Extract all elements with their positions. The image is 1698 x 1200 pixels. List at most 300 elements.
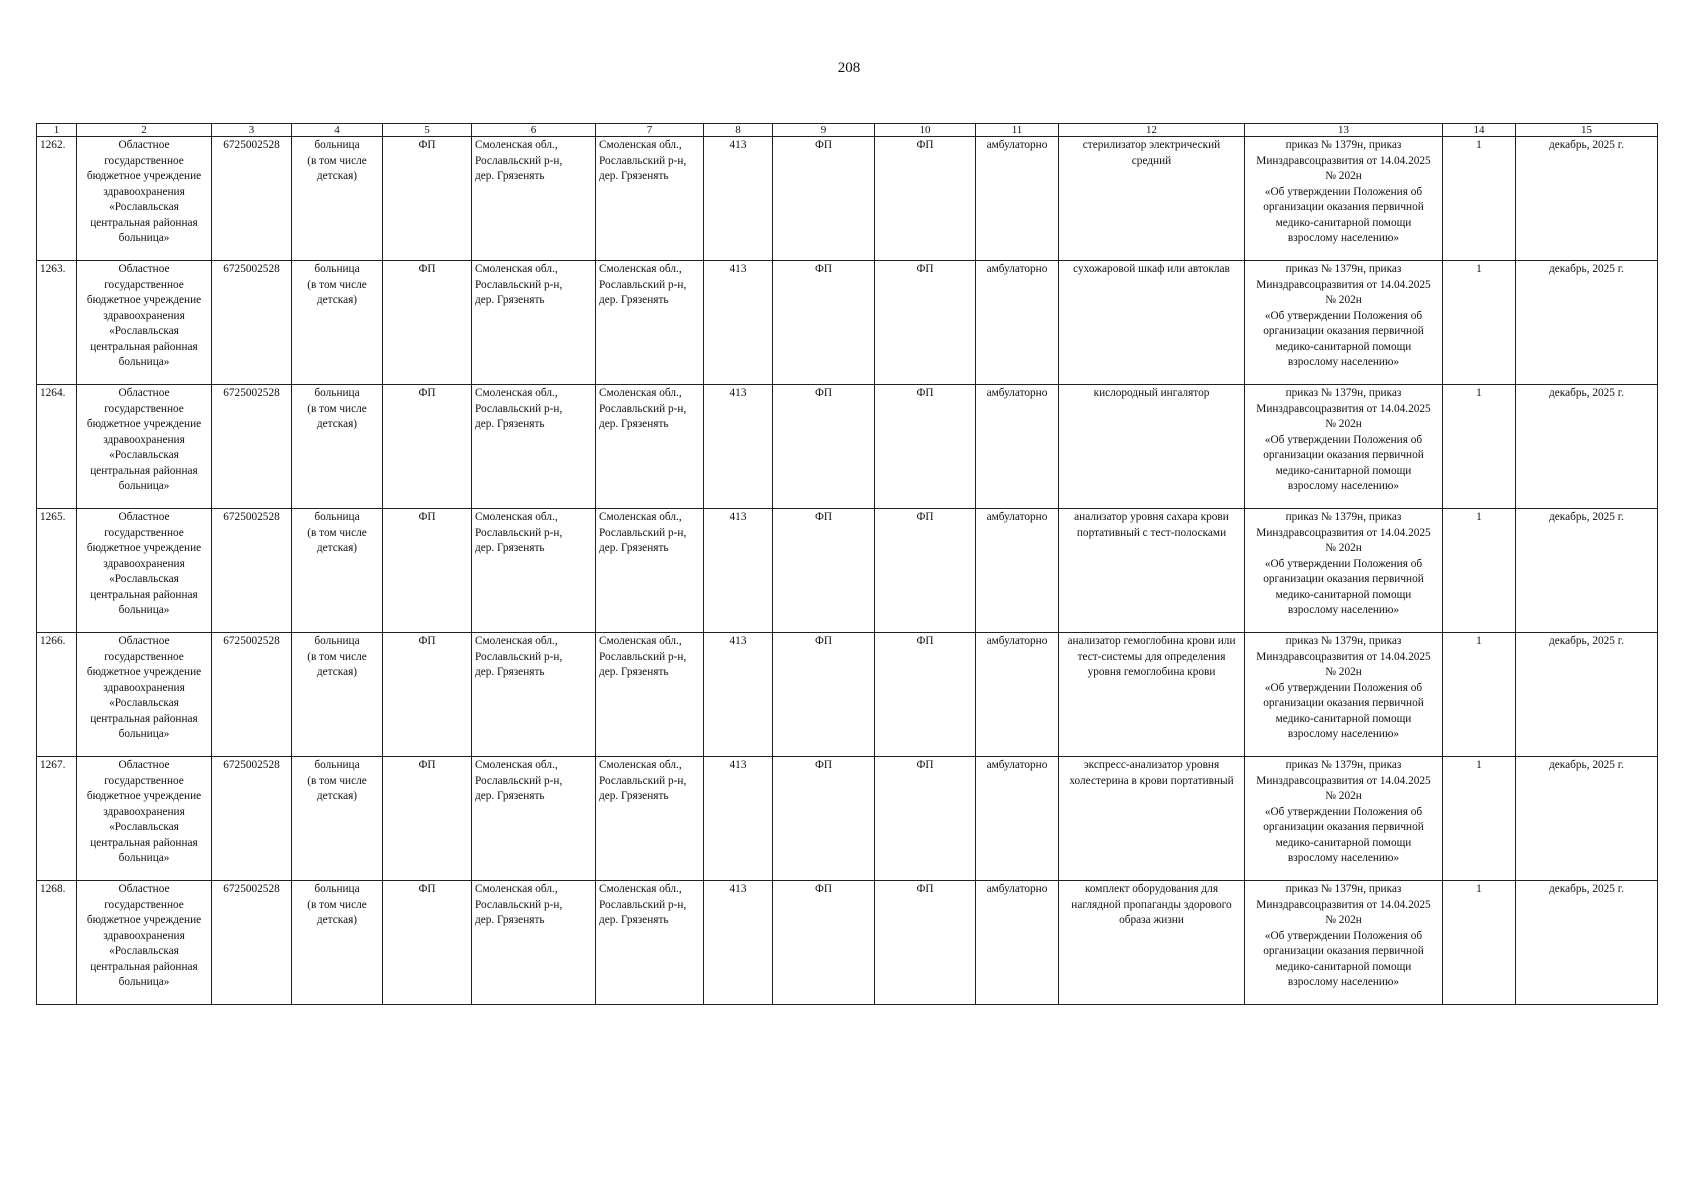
inn-cell: 6725002528: [212, 385, 292, 509]
cell-line: бюджетное учреждение: [86, 294, 202, 306]
care-mode-cell: амбулаторно: [976, 881, 1059, 1005]
column-number: 14: [1443, 124, 1516, 137]
subdivision-cell: ФП: [773, 261, 875, 385]
address-cell: [472, 633, 596, 757]
subdivision-cell: ФП: [773, 633, 875, 757]
cell-line: «Об утверждении Положения об: [1264, 185, 1423, 198]
cell-line: больница: [314, 139, 360, 151]
cell-line: (в том числе: [307, 278, 367, 291]
unit-cell: ФП: [383, 385, 472, 509]
cell-line: больница: [314, 263, 360, 275]
legal-basis-cell: [1245, 261, 1443, 385]
code-cell: 413: [704, 633, 773, 757]
equipment-cell: [1059, 757, 1245, 881]
code-cell: 413: [704, 881, 773, 1005]
legal-basis-cell: [1245, 385, 1443, 509]
address-cell: [472, 509, 596, 633]
column-number: 13: [1245, 124, 1443, 137]
unit-cell: ФП: [383, 261, 472, 385]
cell-line: анализатор уровня сахара крови: [1074, 511, 1229, 523]
cell-line: «Рославльская: [109, 573, 179, 585]
cell-line: центральная районная: [90, 216, 198, 229]
address-cell: [472, 261, 596, 385]
facility-type-cell: [292, 137, 383, 261]
subdivision-cell: ФП: [875, 509, 976, 633]
cell-line: бюджетное учреждение: [86, 666, 202, 678]
cell-line: № 202н: [1325, 914, 1362, 926]
cell-line: здравоохранения: [103, 681, 185, 694]
cell-line: «Рославльская: [109, 325, 179, 337]
table-row: [37, 385, 1658, 509]
cell-line: Рославльский р-н,: [599, 278, 687, 291]
cell-line: центральная районная: [90, 588, 198, 601]
cell-line: Областное: [118, 263, 170, 275]
cell-line: приказ № 1379н, приказ: [1285, 759, 1402, 771]
cell-line: здравоохранения: [103, 309, 185, 322]
address-cell: [596, 881, 704, 1005]
unit-cell: ФП: [383, 509, 472, 633]
address-cell: [472, 137, 596, 261]
cell-line: медико-санитарной помощи: [1275, 340, 1412, 353]
cell-line: больница: [314, 759, 360, 771]
cell-line: дер. Грязенять: [475, 914, 545, 926]
cell-line: Смоленская обл.,: [475, 263, 558, 275]
cell-line: центральная районная: [90, 464, 198, 477]
cell-line: бюджетное учреждение: [86, 790, 202, 802]
cell-line: № 202н: [1325, 666, 1362, 678]
column-number: 7: [596, 124, 704, 137]
page-number: 208: [837, 60, 861, 76]
cell-line: «Об утверждении Положения об: [1264, 557, 1423, 570]
subdivision-cell: ФП: [875, 633, 976, 757]
cell-line: приказ № 1379н, приказ: [1285, 263, 1402, 275]
cell-line: бюджетное учреждение: [86, 170, 202, 182]
cell-line: Смоленская обл.,: [599, 139, 682, 151]
address-cell: [596, 633, 704, 757]
cell-line: (в том числе: [307, 898, 367, 911]
subdivision-cell: ФП: [875, 385, 976, 509]
column-number: 12: [1059, 124, 1245, 137]
cell-line: Смоленская обл.,: [599, 635, 682, 647]
cell-line: Смоленская обл.,: [599, 263, 682, 275]
cell-line: Смоленская обл.,: [599, 387, 682, 399]
cell-line: дер. Грязенять: [475, 294, 545, 306]
cell-line: Рославльский р-н,: [475, 898, 563, 911]
cell-line: больница: [314, 883, 360, 895]
cell-line: дер. Грязенять: [475, 418, 545, 430]
cell-line: Минздравсоцразвития от 14.04.2025: [1256, 526, 1431, 539]
facility-type-cell: [292, 261, 383, 385]
cell-line: здравоохранения: [103, 929, 185, 942]
row-number-cell: 1268.: [37, 881, 77, 1005]
table-row: [37, 509, 1658, 633]
row-number-cell: 1266.: [37, 633, 77, 757]
organization-cell: [77, 385, 212, 509]
cell-line: № 202н: [1325, 170, 1362, 182]
cell-line: медико-санитарной помощи: [1275, 712, 1412, 725]
address-cell: [472, 385, 596, 509]
cell-line: Смоленская обл.,: [475, 139, 558, 151]
cell-line: Минздравсоцразвития от 14.04.2025: [1256, 650, 1431, 663]
column-number: 6: [472, 124, 596, 137]
subdivision-cell: ФП: [773, 509, 875, 633]
cell-line: бюджетное учреждение: [86, 914, 202, 926]
care-mode-cell: амбулаторно: [976, 261, 1059, 385]
cell-line: Рославльский р-н,: [475, 278, 563, 291]
address-cell: [596, 385, 704, 509]
cell-line: центральная районная: [90, 340, 198, 353]
unit-cell: ФП: [383, 757, 472, 881]
row-number-cell: 1265.: [37, 509, 77, 633]
cell-line: Смоленская обл.,: [475, 635, 558, 647]
subdivision-cell: ФП: [773, 137, 875, 261]
quantity-cell: 1: [1443, 881, 1516, 1005]
cell-line: Смоленская обл.,: [599, 759, 682, 771]
address-cell: [472, 757, 596, 881]
cell-line: дер. Грязенять: [599, 170, 669, 182]
unit-cell: ФП: [383, 137, 472, 261]
organization-cell: [77, 261, 212, 385]
cell-line: медико-санитарной помощи: [1275, 960, 1412, 973]
row-number-cell: 1263.: [37, 261, 77, 385]
deadline-cell: декабрь, 2025 г.: [1516, 385, 1658, 509]
cell-line: больница»: [118, 976, 170, 988]
deadline-cell: декабрь, 2025 г.: [1516, 881, 1658, 1005]
cell-line: центральная районная: [90, 960, 198, 973]
care-mode-cell: амбулаторно: [976, 633, 1059, 757]
cell-line: Рославльский р-н,: [475, 402, 563, 415]
cell-line: здравоохранения: [103, 185, 185, 198]
cell-line: государственное: [104, 898, 184, 911]
quantity-cell: 1: [1443, 509, 1516, 633]
cell-line: медико-санитарной помощи: [1275, 836, 1412, 849]
cell-line: холестерина в крови портативный: [1069, 774, 1234, 787]
cell-line: медико-санитарной помощи: [1275, 216, 1412, 229]
deadline-cell: декабрь, 2025 г.: [1516, 137, 1658, 261]
inn-cell: 6725002528: [212, 137, 292, 261]
column-number: 4: [292, 124, 383, 137]
cell-line: Областное: [118, 759, 170, 771]
cell-line: здравоохранения: [103, 433, 185, 446]
cell-line: «Об утверждении Положения об: [1264, 929, 1423, 942]
deadline-cell: декабрь, 2025 г.: [1516, 633, 1658, 757]
quantity-cell: 1: [1443, 261, 1516, 385]
cell-line: организации оказания первичной: [1263, 697, 1424, 709]
subdivision-cell: ФП: [875, 757, 976, 881]
cell-line: Рославльский р-н,: [599, 898, 687, 911]
cell-line: наглядной пропаганды здорового: [1071, 898, 1232, 911]
cell-line: детская): [316, 790, 358, 802]
cell-line: Рославльский р-н,: [475, 154, 563, 167]
column-numbers-row: [37, 124, 1658, 137]
address-cell: [596, 261, 704, 385]
cell-line: здравоохранения: [103, 557, 185, 570]
cell-line: № 202н: [1325, 294, 1362, 306]
cell-line: Областное: [118, 387, 170, 399]
cell-line: Минздравсоцразвития от 14.04.2025: [1256, 402, 1431, 415]
cell-line: детская): [316, 666, 358, 678]
cell-line: организации оказания первичной: [1263, 201, 1424, 213]
legal-basis-cell: [1245, 509, 1443, 633]
cell-line: (в том числе: [307, 154, 367, 167]
cell-line: взрослому населению»: [1287, 976, 1400, 988]
facility-type-cell: [292, 881, 383, 1005]
cell-line: взрослому населению»: [1287, 356, 1400, 368]
column-number: 3: [212, 124, 292, 137]
cell-line: центральная районная: [90, 712, 198, 725]
column-number: 2: [77, 124, 212, 137]
cell-line: организации оказания первичной: [1263, 325, 1424, 337]
subdivision-cell: ФП: [875, 137, 976, 261]
subdivision-cell: ФП: [875, 261, 976, 385]
cell-line: взрослому населению»: [1287, 852, 1400, 864]
column-number: 15: [1516, 124, 1658, 137]
cell-line: «Об утверждении Положения об: [1264, 681, 1423, 694]
cell-line: детская): [316, 418, 358, 430]
cell-line: Рославльский р-н,: [475, 650, 563, 663]
cell-line: организации оказания первичной: [1263, 573, 1424, 585]
inn-cell: 6725002528: [212, 261, 292, 385]
legal-basis-cell: [1245, 633, 1443, 757]
row-number-cell: 1267.: [37, 757, 77, 881]
column-number: 1: [37, 124, 77, 137]
cell-line: Минздравсоцразвития от 14.04.2025: [1256, 898, 1431, 911]
cell-line: № 202н: [1325, 418, 1362, 430]
cell-line: дер. Грязенять: [599, 790, 669, 802]
cell-line: стерилизатор электрический: [1082, 139, 1221, 151]
facility-type-cell: [292, 633, 383, 757]
equipment-cell: [1059, 261, 1245, 385]
cell-line: организации оказания первичной: [1263, 821, 1424, 833]
cell-line: больница»: [118, 728, 170, 740]
deadline-cell: декабрь, 2025 г.: [1516, 509, 1658, 633]
cell-line: дер. Грязенять: [599, 542, 669, 554]
cell-line: (в том числе: [307, 774, 367, 787]
unit-cell: ФП: [383, 633, 472, 757]
cell-line: № 202н: [1325, 542, 1362, 554]
cell-line: Смоленская обл.,: [475, 883, 558, 895]
address-cell: [596, 757, 704, 881]
unit-cell: ФП: [383, 881, 472, 1005]
cell-line: государственное: [104, 402, 184, 415]
cell-line: здравоохранения: [103, 805, 185, 818]
registry-table: [36, 123, 1658, 1005]
cell-line: детская): [316, 542, 358, 554]
facility-type-cell: [292, 385, 383, 509]
cell-line: кислородный ингалятор: [1093, 387, 1210, 399]
subdivision-cell: ФП: [773, 385, 875, 509]
cell-line: образа жизни: [1119, 914, 1184, 926]
cell-line: приказ № 1379н, приказ: [1285, 883, 1402, 895]
cell-line: дер. Грязенять: [475, 170, 545, 182]
cell-line: Областное: [118, 635, 170, 647]
cell-line: организации оказания первичной: [1263, 945, 1424, 957]
cell-line: детская): [316, 170, 358, 182]
care-mode-cell: амбулаторно: [976, 509, 1059, 633]
cell-line: медико-санитарной помощи: [1275, 464, 1412, 477]
cell-line: бюджетное учреждение: [86, 542, 202, 554]
cell-line: Смоленская обл.,: [475, 387, 558, 399]
organization-cell: [77, 509, 212, 633]
cell-line: государственное: [104, 278, 184, 291]
cell-line: портативный с тест-полосками: [1076, 526, 1227, 539]
cell-line: Рославльский р-н,: [599, 526, 687, 539]
cell-line: приказ № 1379н, приказ: [1285, 635, 1402, 647]
quantity-cell: 1: [1443, 385, 1516, 509]
row-number-cell: 1264.: [37, 385, 77, 509]
cell-line: больница»: [118, 356, 170, 368]
table-row: [37, 261, 1658, 385]
cell-line: (в том числе: [307, 526, 367, 539]
cell-line: государственное: [104, 526, 184, 539]
table-header: [37, 124, 1658, 137]
cell-line: № 202н: [1325, 790, 1362, 802]
cell-line: государственное: [104, 774, 184, 787]
address-cell: [596, 509, 704, 633]
cell-line: уровня гемоглобина крови: [1087, 666, 1216, 678]
cell-line: «Об утверждении Положения об: [1264, 309, 1423, 322]
legal-basis-cell: [1245, 881, 1443, 1005]
subdivision-cell: ФП: [773, 757, 875, 881]
cell-line: больница: [314, 635, 360, 647]
cell-line: Смоленская обл.,: [475, 511, 558, 523]
code-cell: 413: [704, 509, 773, 633]
cell-line: приказ № 1379н, приказ: [1285, 387, 1402, 399]
subdivision-cell: ФП: [875, 881, 976, 1005]
cell-line: Смоленская обл.,: [475, 759, 558, 771]
cell-line: Рославльский р-н,: [475, 526, 563, 539]
cell-line: бюджетное учреждение: [86, 418, 202, 430]
cell-line: медико-санитарной помощи: [1275, 588, 1412, 601]
table-row: [37, 881, 1658, 1005]
cell-line: больница»: [118, 604, 170, 616]
cell-line: сухожаровой шкаф или автоклав: [1073, 263, 1230, 275]
organization-cell: [77, 881, 212, 1005]
cell-line: «Рославльская: [109, 697, 179, 709]
equipment-cell: [1059, 633, 1245, 757]
cell-line: дер. Грязенять: [475, 790, 545, 802]
cell-line: «Об утверждении Положения об: [1264, 805, 1423, 818]
cell-line: взрослому населению»: [1287, 480, 1400, 492]
organization-cell: [77, 633, 212, 757]
cell-line: Минздравсоцразвития от 14.04.2025: [1256, 278, 1431, 291]
cell-line: взрослому населению»: [1287, 728, 1400, 740]
cell-line: «Рославльская: [109, 449, 179, 461]
cell-line: Рославльский р-н,: [599, 650, 687, 663]
subdivision-cell: ФП: [773, 881, 875, 1005]
cell-line: экспресс-анализатор уровня: [1083, 759, 1220, 771]
address-cell: [472, 881, 596, 1005]
cell-line: взрослому населению»: [1287, 232, 1400, 244]
cell-line: «Рославльская: [109, 821, 179, 833]
cell-line: Областное: [118, 511, 170, 523]
cell-line: Минздравсоцразвития от 14.04.2025: [1256, 154, 1431, 167]
table-row: [37, 757, 1658, 881]
cell-line: государственное: [104, 154, 184, 167]
equipment-cell: [1059, 137, 1245, 261]
legal-basis-cell: [1245, 137, 1443, 261]
cell-line: детская): [316, 914, 358, 926]
row-number-cell: 1262.: [37, 137, 77, 261]
code-cell: 413: [704, 385, 773, 509]
equipment-cell: [1059, 385, 1245, 509]
legal-basis-cell: [1245, 757, 1443, 881]
cell-line: комплект оборудования для: [1084, 883, 1219, 895]
column-number: 11: [976, 124, 1059, 137]
cell-line: детская): [316, 294, 358, 306]
code-cell: 413: [704, 261, 773, 385]
cell-line: Рославльский р-н,: [475, 774, 563, 787]
cell-line: организации оказания первичной: [1263, 449, 1424, 461]
cell-line: Смоленская обл.,: [599, 511, 682, 523]
cell-line: Областное: [118, 139, 170, 151]
cell-line: дер. Грязенять: [475, 666, 545, 678]
cell-line: средний: [1131, 154, 1172, 167]
cell-line: «Рославльская: [109, 945, 179, 957]
cell-line: Рославльский р-н,: [599, 402, 687, 415]
cell-line: Рославльский р-н,: [599, 154, 687, 167]
organization-cell: [77, 757, 212, 881]
cell-line: больница»: [118, 852, 170, 864]
deadline-cell: декабрь, 2025 г.: [1516, 757, 1658, 881]
cell-line: дер. Грязенять: [599, 418, 669, 430]
inn-cell: 6725002528: [212, 509, 292, 633]
inn-cell: 6725002528: [212, 633, 292, 757]
cell-line: взрослому населению»: [1287, 604, 1400, 616]
cell-line: государственное: [104, 650, 184, 663]
address-cell: [596, 137, 704, 261]
column-number: 5: [383, 124, 472, 137]
cell-line: дер. Грязенять: [475, 542, 545, 554]
care-mode-cell: амбулаторно: [976, 137, 1059, 261]
column-number: 10: [875, 124, 976, 137]
table-row: [37, 137, 1658, 261]
cell-line: Минздравсоцразвития от 14.04.2025: [1256, 774, 1431, 787]
cell-line: (в том числе: [307, 402, 367, 415]
deadline-cell: декабрь, 2025 г.: [1516, 261, 1658, 385]
cell-line: приказ № 1379н, приказ: [1285, 139, 1402, 151]
cell-line: «Рославльская: [109, 201, 179, 213]
cell-line: (в том числе: [307, 650, 367, 663]
cell-line: тест-системы для определения: [1077, 650, 1226, 663]
column-number: 9: [773, 124, 875, 137]
cell-line: анализатор гемоглобина крови или: [1067, 635, 1236, 647]
cell-line: больница»: [118, 480, 170, 492]
equipment-cell: [1059, 881, 1245, 1005]
cell-line: дер. Грязенять: [599, 914, 669, 926]
equipment-cell: [1059, 509, 1245, 633]
care-mode-cell: амбулаторно: [976, 757, 1059, 881]
quantity-cell: 1: [1443, 757, 1516, 881]
cell-line: больница: [314, 387, 360, 399]
cell-line: Областное: [118, 883, 170, 895]
inn-cell: 6725002528: [212, 881, 292, 1005]
care-mode-cell: амбулаторно: [976, 385, 1059, 509]
cell-line: Рославльский р-н,: [599, 774, 687, 787]
cell-line: дер. Грязенять: [599, 666, 669, 678]
code-cell: 413: [704, 137, 773, 261]
cell-line: приказ № 1379н, приказ: [1285, 511, 1402, 523]
facility-type-cell: [292, 757, 383, 881]
table-row: [37, 633, 1658, 757]
code-cell: 413: [704, 757, 773, 881]
cell-line: центральная районная: [90, 836, 198, 849]
cell-line: больница»: [118, 232, 170, 244]
column-number: 8: [704, 124, 773, 137]
cell-line: больница: [314, 511, 360, 523]
table-body: [37, 137, 1658, 1005]
facility-type-cell: [292, 509, 383, 633]
